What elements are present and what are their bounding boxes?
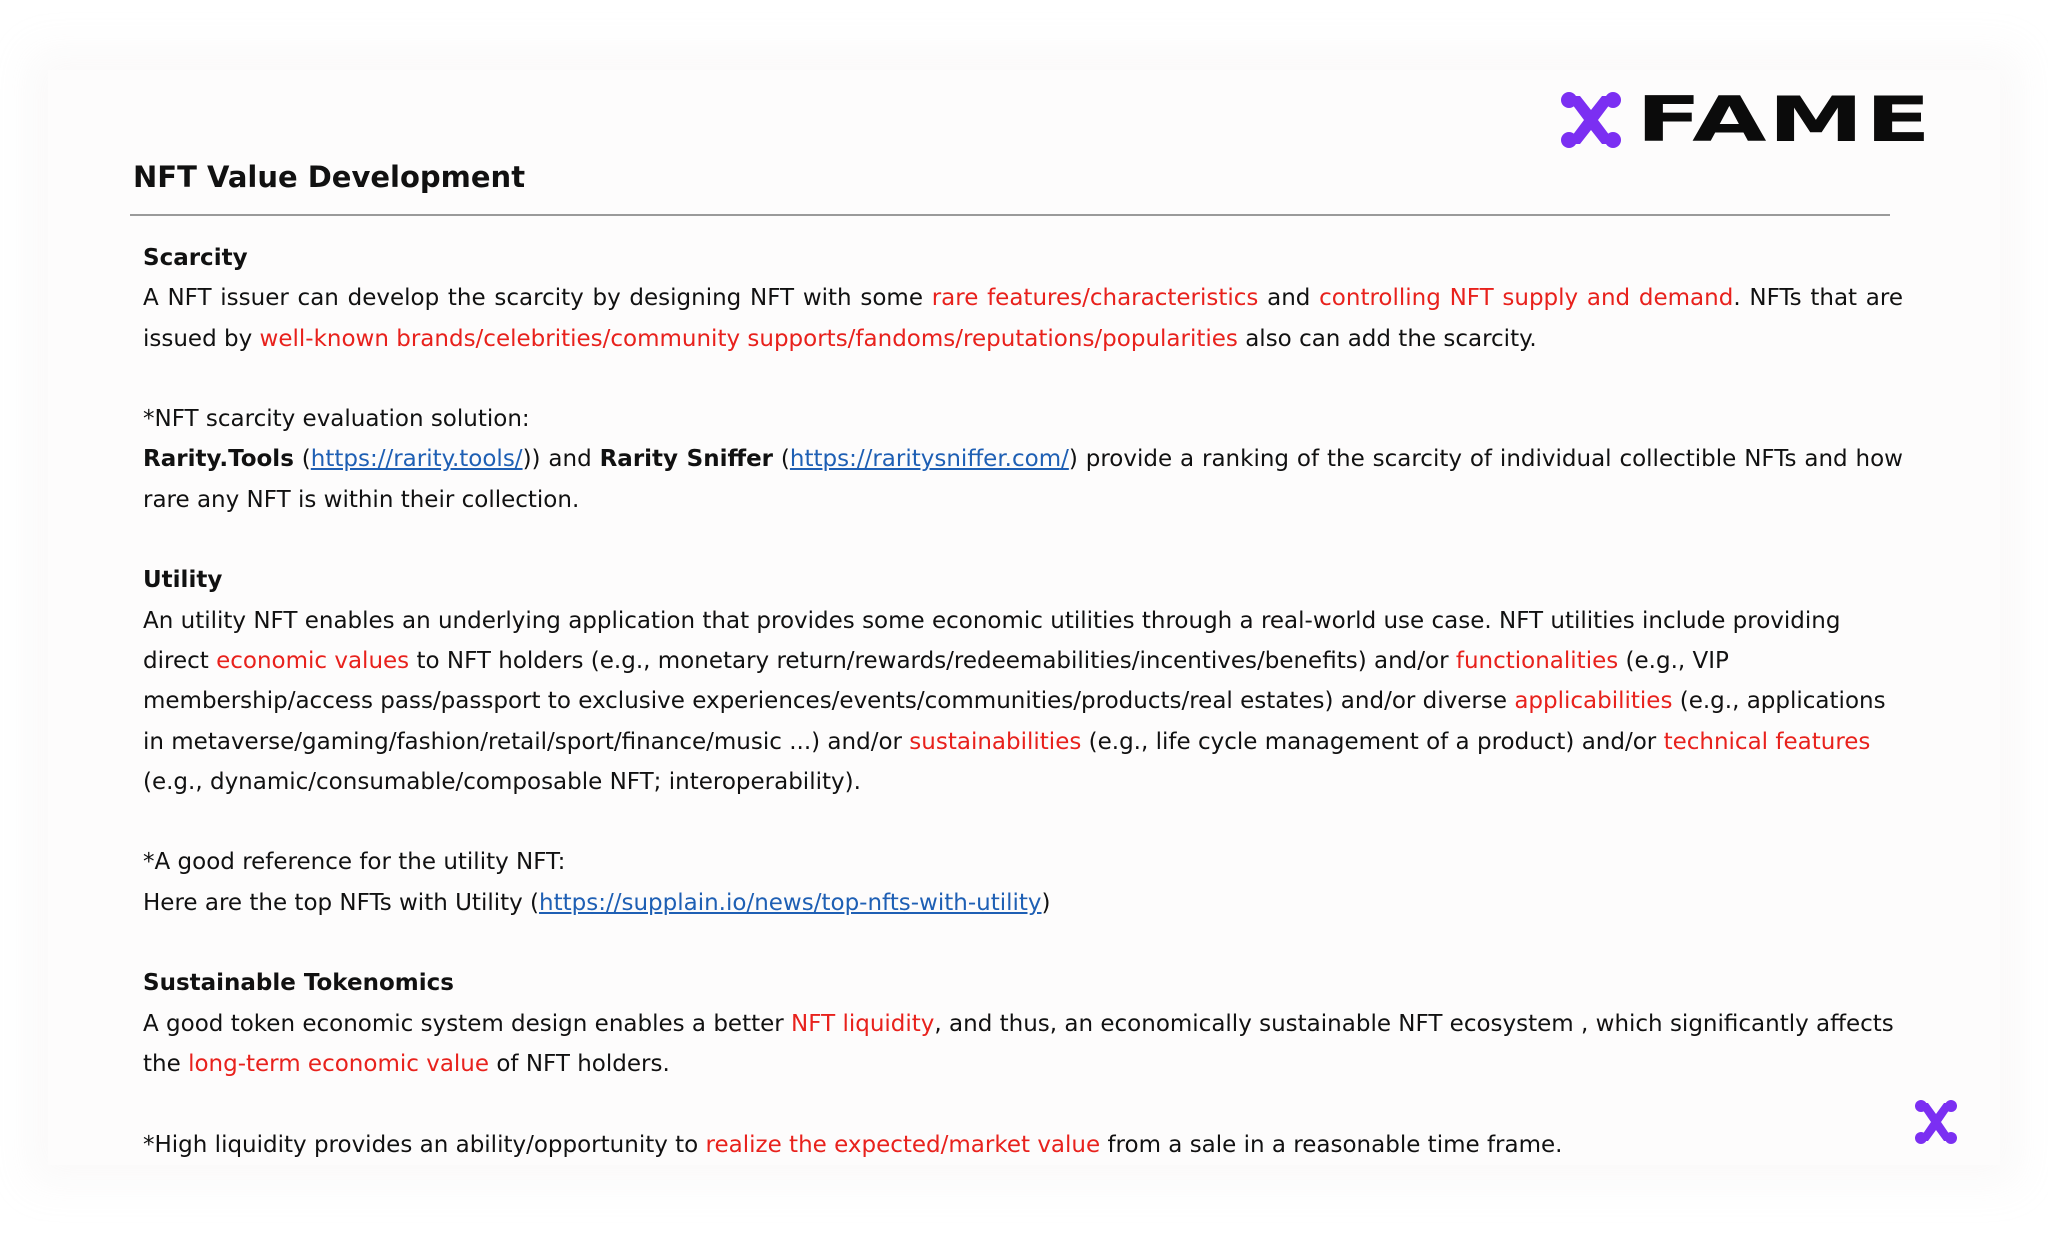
brand-wordmark: FAME — [1636, 83, 1933, 156]
reference-link[interactable]: https://supplain.io/news/top-nfts-with-utility — [539, 889, 1042, 916]
highlighted-text: NFT liquidity — [791, 1010, 935, 1037]
highlighted-text: functionalities — [1455, 647, 1619, 674]
content-body — [143, 238, 1903, 1165]
highlighted-text: sustainabilities — [909, 728, 1082, 755]
text-run: (e.g., applications in metaverse/gaming/fashion/retail/sport/finance/music ...) and/or — [143, 688, 1886, 755]
text-run: )) and — [522, 446, 600, 473]
spacer — [143, 802, 1903, 842]
reference-link[interactable]: https://rarity.tools/ — [310, 446, 523, 473]
title-divider — [130, 214, 1890, 216]
section-heading-utility: Utility — [143, 567, 223, 594]
text-run: ( — [293, 446, 311, 473]
tokenomics-paragraph — [143, 1004, 1903, 1085]
highlighted-text: realize the expected/market value — [705, 1131, 1101, 1158]
utility-reference-paragraph — [143, 883, 1903, 923]
spacer — [143, 1084, 1903, 1124]
text-run: ( — [773, 446, 790, 473]
text-run: (e.g., life cycle management of a product) and/or — [1081, 728, 1664, 755]
highlighted-text: rare features/characteristics — [931, 285, 1259, 312]
scarcity-note-label: *NFT scarcity evaluation solution: — [143, 406, 530, 433]
highlighted-text: applicabilities — [1514, 688, 1673, 715]
text-run: Here are the top NFTs with Utility ( — [143, 889, 540, 916]
text-run: ) — [1041, 889, 1051, 916]
page-title: NFT Value Development — [133, 160, 526, 194]
text-run: and — [1258, 285, 1320, 312]
utility-note-label: *A good reference for the utility NFT: — [143, 849, 566, 876]
highlighted-text: technical features — [1663, 728, 1871, 755]
tokenomics-note — [143, 1125, 1903, 1165]
brand-logo — [1560, 83, 1933, 156]
highlighted-text: well-known brands/celebrities/community supports/fandoms/reputations/popularities — [259, 325, 1238, 352]
text-run: of NFT holders. — [489, 1050, 670, 1077]
section-heading-scarcity: Scarcity — [143, 245, 248, 271]
text-run: A NFT issuer can develop the scarcity by designing NFT with some — [143, 285, 932, 312]
x-logo-icon — [1560, 92, 1622, 148]
text-run: from a sale in a reasonable time frame. — [1100, 1131, 1563, 1158]
spacer — [143, 923, 1903, 963]
x-logo-icon-small — [1914, 1100, 1958, 1144]
text-run: also can add the scarcity. — [1237, 325, 1537, 352]
text-run: to NFT holders (e.g., monetary return/rewards/redeemabilities/incentives/benefits) and/or — [409, 647, 1456, 674]
highlighted-text: controlling NFT supply and demand — [1319, 285, 1734, 312]
text-run: A good token economic system design enables a better — [143, 1010, 792, 1037]
text-run: An utility NFT enables an underlying application that provides some economic utilities through a real-world use case. NFT utilities include providing direct — [143, 607, 1841, 674]
reference-link[interactable]: https://raritysniffer.com/ — [789, 446, 1069, 473]
text-run: *High liquidity provides an ability/opportunity to — [143, 1131, 706, 1158]
text-run: (e.g., dynamic/consumable/composable NFT; interoperability). — [143, 768, 861, 795]
utility-paragraph — [143, 601, 1903, 802]
text-run: ) provide a ranking of the scarcity of individual collectible NFTs and how rare any NFT is within their collection. — [143, 446, 1903, 513]
text-run: (e.g., VIP membership/access pass/passport to exclusive experiences/events/communities/products/real estates) and/or diverse — [143, 647, 1729, 715]
scarcity-tools-paragraph — [143, 439, 1903, 520]
text-run: . NFTs that are issued by — [143, 285, 1904, 352]
text-run: , and thus, an economically sustainable NFT ecosystem , which significantly affects the — [143, 1010, 1894, 1077]
spacer — [143, 520, 1903, 560]
highlighted-text: long-term economic value — [188, 1050, 490, 1077]
scarcity-paragraph — [143, 278, 1903, 359]
highlighted-text: economic values — [216, 647, 410, 674]
bold-text: Rarity Sniffer — [599, 446, 774, 473]
spacer — [143, 359, 1903, 399]
section-heading-tokenomics: Sustainable Tokenomics — [143, 970, 454, 997]
bold-text: Rarity.Tools — [143, 446, 294, 473]
